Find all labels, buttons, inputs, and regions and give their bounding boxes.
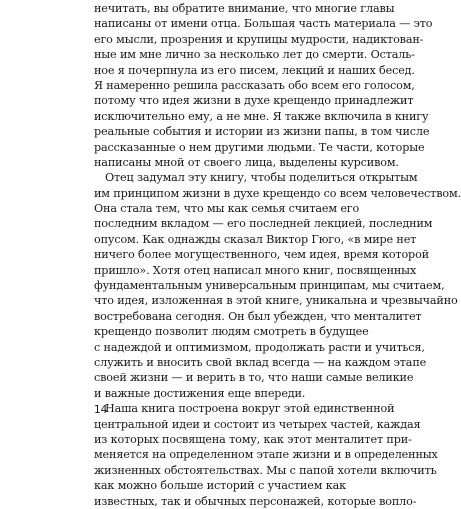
text-line: исключительно ему, а не мне. Я также включила в книгу xyxy=(94,109,429,123)
text-line: Я намеренно решила рассказать обо всем его голосом, xyxy=(94,78,415,92)
text-line: что идея, изложенная в этой книге, уникальна и чрезвычайно xyxy=(94,294,458,308)
text-line: центральной идеи и состоит из четырех частей, каждая xyxy=(94,417,421,431)
page-number: 14 xyxy=(94,404,108,416)
text-line: востребована сегодня. Он был убежден, что менталитет xyxy=(94,309,422,323)
text-line: своей жизни — и верить в то, что наши самые великие xyxy=(94,371,414,385)
text-line: опусом. Как однажды сказал Виктор Гюго, «в мире нет xyxy=(94,232,417,246)
body-text xyxy=(94,1,461,509)
text-line: ничего более могущественного, чем идея, время которой xyxy=(94,248,429,262)
text-line: с надеждой и оптимизмом, продолжать расти и учиться, xyxy=(94,340,425,354)
text-line: Отец задумал эту книгу, чтобы поделиться открытым xyxy=(105,171,418,185)
text-line: и важные достижения еще впереди. xyxy=(94,386,306,400)
text-line: написаны мной от своего лица, выделены курсивом. xyxy=(94,155,399,169)
text-line: известных, так и обычных персонажей, которые вопло- xyxy=(94,494,417,508)
text-line: Она стала тем, что мы как семья считаем его xyxy=(94,202,360,216)
text-line: рассказанные о нем другими людьми. Те части, которые xyxy=(94,140,425,154)
text-line: нечитать, вы обратите внимание, что многие главы xyxy=(94,2,395,15)
text-line: потому что идея жизни в духе крещендо принадлежит xyxy=(94,94,414,108)
text-line: фундаментальным универсальным принципам, мы считаем, xyxy=(94,279,445,293)
text-line: написаны от имени отца. Большая часть материала — это xyxy=(94,17,433,31)
text-line: им принципом жизни в духе крещендо со всем человечеством. xyxy=(94,186,461,200)
text-line: пришло». Хотя отец написал много книг, посвященных xyxy=(94,263,417,277)
text-line: ное я почерпнула из его писем, лекций и наших бесед. xyxy=(94,63,415,77)
text-line: крещендо позволит людям смотреть в будущее xyxy=(94,325,369,339)
text-line: как можно больше историй с участием как xyxy=(94,479,346,493)
text-line: последним вкладом — его последней лекцией, последним xyxy=(94,217,433,231)
text-line: из которых посвящена тому, как этот менталитет при- xyxy=(94,432,412,446)
text-line: ные им мне лично за несколько лет до смерти. Осталь- xyxy=(94,48,415,62)
text-line: Наша книга построена вокруг этой единственной xyxy=(105,402,395,416)
text-line: жизненных обстоятельствах. Мы с папой хотели включить xyxy=(94,463,437,477)
text-line: служить и вносить свой вклад всегда — на каждом этапе xyxy=(94,355,427,369)
text-line: меняется на определенном этапе жизни и в определенных xyxy=(94,448,438,462)
text-line: реальные события и истории из жизни папы, в том числе xyxy=(94,125,430,139)
text-line: его мысли, прозрения и крупицы мудрости, надиктован- xyxy=(94,32,424,46)
